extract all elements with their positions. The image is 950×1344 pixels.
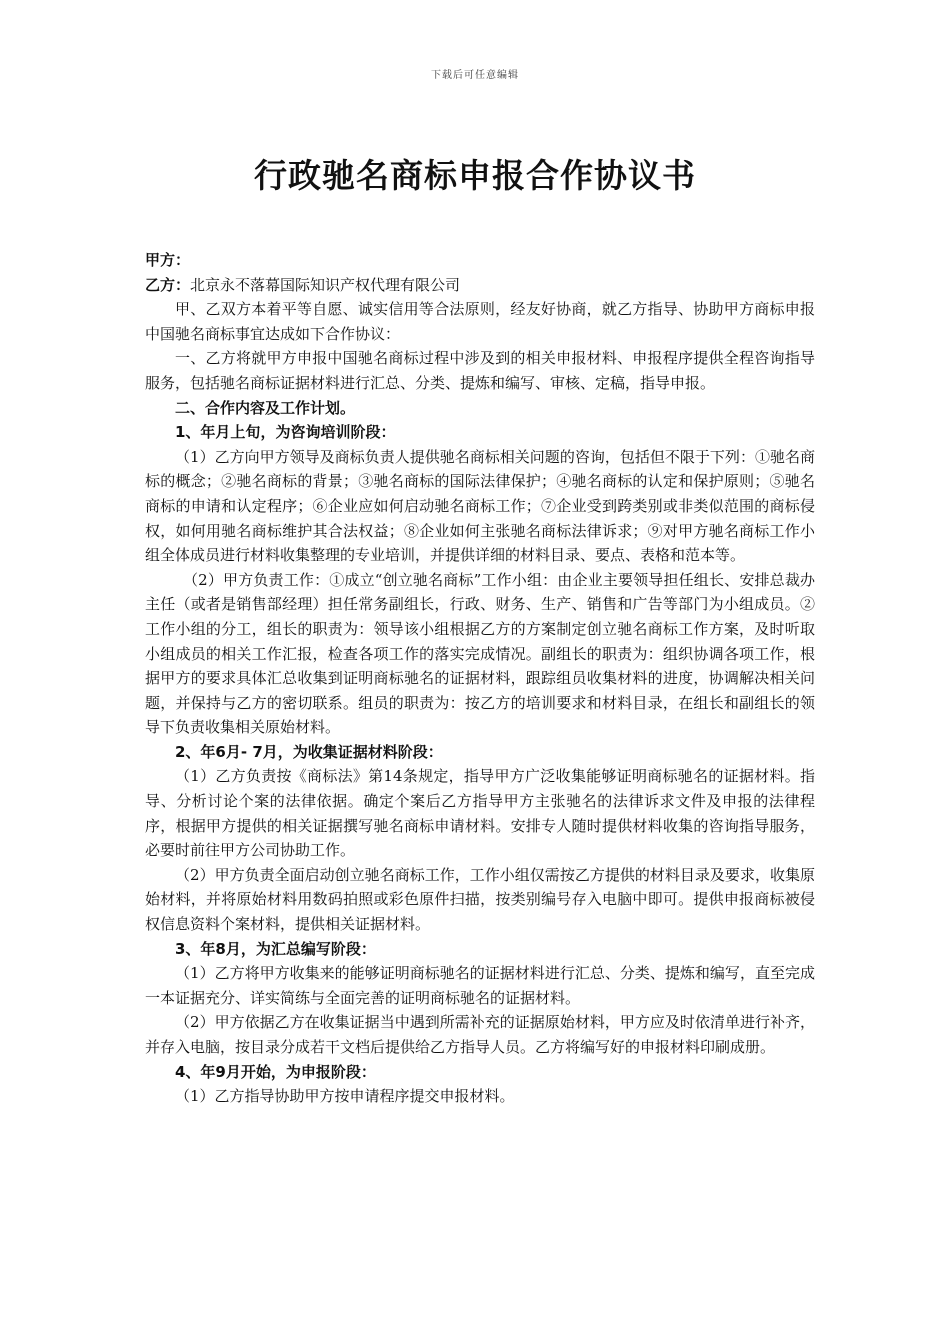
phase-two-heading: 2、年6月- 7月，为收集证据材料阶段： xyxy=(175,742,443,761)
phase-three-paragraph-1: （1）乙方将甲方收集来的能够证明商标驰名的证据材料进行汇总、分类、提炼和编写，直至完成一本证据充分、详实简练与全面完善的证明商标驰名的证据材料。 xyxy=(145,964,815,1007)
phase-one-paragraph-1: （1）乙方向甲方领导及商标负责人提供驰名商标相关问题的咨询，包括但不限于下列：①驰名商标的概念；②驰名商标的背景；③驰名商标的国际法律保护；④驰名商标的认定和保护原则；⑤驰名商标的申请和认定程序；⑥企业应如何启动驰名商标工作；⑦企业受到跨类别或非类似范围的商标侵权，如何用驰名商标维护其合法权益；⑧企业如何主张驰名商标法律诉求；⑨对甲方驰名商标工作小组全体成员进行材料收集整理的专业培训，并提供详细的材料目录、要点、表格和范本等。 xyxy=(145,447,815,565)
section-one-paragraph: 一、乙方将就甲方申报中国驰名商标过程中涉及到的相关申报材料、申报程序提供全程咨询指导服务，包括驰名商标证据材料进行汇总、分类、提炼和编写、审核、定稿，指导申报。 xyxy=(145,349,815,392)
phase-two-paragraph-2: （2）甲方负责全面启动创立驰名商标工作，工作小组仅需按乙方提供的材料目录及要求，收集原始材料，并将原始材料用数码拍照或彩色原件扫描，按类别编号存入电脑中即可。提供申报商标被侵权信息资料个案材料，提供相关证据材料。 xyxy=(145,865,815,934)
party-b-label: 乙方： xyxy=(145,275,191,294)
document-body xyxy=(145,248,815,1109)
document-title: 行政驰名商标申报合作协议书 xyxy=(254,156,696,195)
header-note: 下载后可任意编辑 xyxy=(431,70,519,81)
phase-one-heading: 1、年月上旬，为咨询培训阶段： xyxy=(175,423,396,442)
phase-four-paragraph-1: （1）乙方指导协助甲方按申请程序提交申报材料。 xyxy=(175,1087,515,1106)
party-b-value: 北京永不落幕国际知识产权代理有限公司 xyxy=(190,275,461,294)
phase-four-heading: 4、年9月开始，为申报阶段： xyxy=(175,1062,376,1081)
phase-three-heading: 3、年8月，为汇总编写阶段： xyxy=(175,939,376,958)
phase-one-paragraph-2: （2）甲方负责工作：①成立“创立驰名商标”工作小组：由企业主要领导担任组长、安排总裁办主任（或者是销售部经理）担任常务副组长，行政、财务、生产、销售和广告等部门为小组成员。②工作小组的分工，组长的职责为：领导该小组根据乙方的方案制定创立驰名商标工作方案，及时听取小组成员的相关工作汇报，检查各项工作的落实完成情况。副组长的职责为：组织协调各项工作，根据甲方的要求具体汇总收集到证明商标驰名的证据材料，跟踪组员收集材料的进度，协调解决相关问题，并保持与乙方的密切联系。组员的职责为：按乙方的培训要求和材料目录，在组长和副组长的领导下负责收集相关原始材料。 xyxy=(145,570,815,737)
party-a-line xyxy=(145,248,815,273)
party-a-label: 甲方： xyxy=(145,251,191,269)
section-two-heading: 二、合作内容及工作计划。 xyxy=(175,398,356,417)
intro-paragraph: 甲、乙双方本着平等自愿、诚实信用等合法原则，经友好协商，就乙方指导、协助甲方商标申报中国驰名商标事宜达成如下合作协议： xyxy=(145,300,815,343)
party-b-line xyxy=(145,273,815,298)
phase-two-paragraph-1: （1）乙方负责按《商标法》第14条规定，指导甲方广泛收集能够证明商标驰名的证据材料。指导、分析讨论个案的法律依据。确定个案后乙方指导甲方主张驰名的法律诉求文件及申报的法律程序，根据甲方提供的相关证据撰写驰名商标申请材料。安排专人随时提供材料收集的咨询指导服务，必要时前往甲方公司协助工作。 xyxy=(145,767,815,860)
phase-three-paragraph-2: （2）甲方依据乙方在收集证据当中遇到所需补充的证据原始材料，甲方应及时依清单进行补齐，并存入电脑，按目录分成若干文档后提供给乙方指导人员。乙方将编写好的申报材料印刷成册。 xyxy=(145,1013,815,1056)
